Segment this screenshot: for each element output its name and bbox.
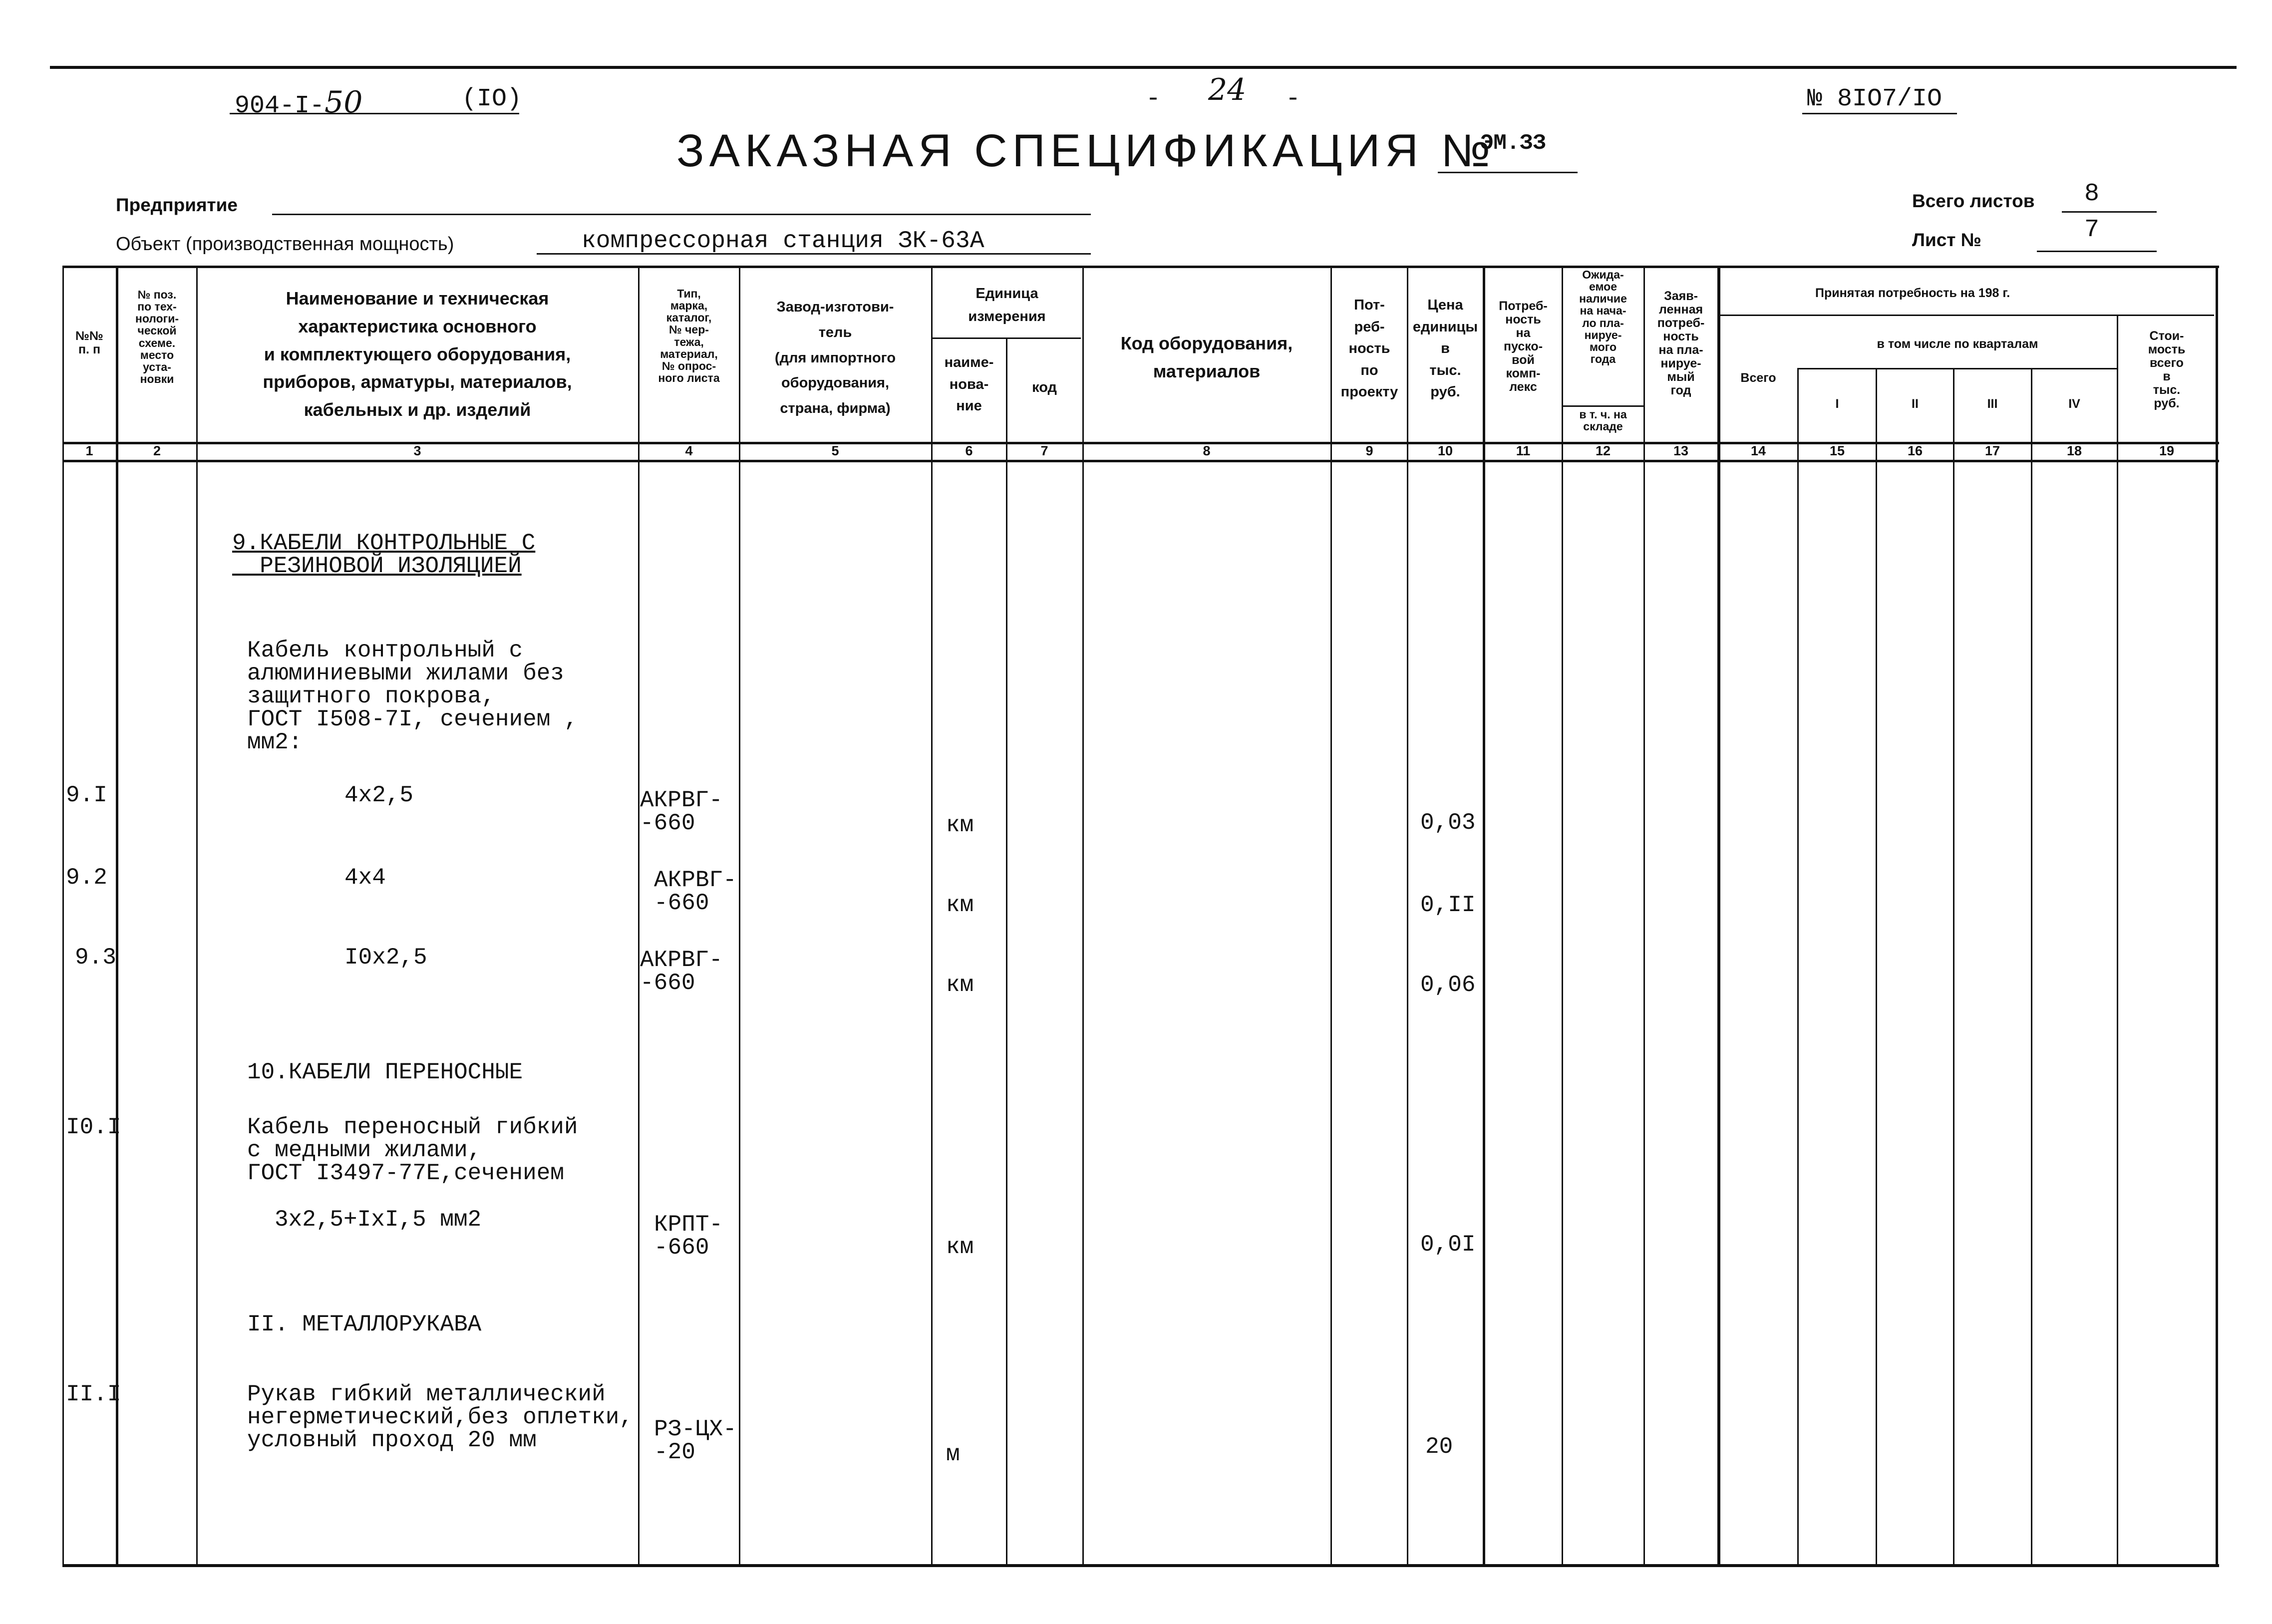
- header-in-warehouse: в т. ч. на складе: [1579, 408, 1627, 433]
- column-number-2: 2: [153, 443, 161, 458]
- enterprise-label: Предприятие: [116, 195, 238, 215]
- column-number-19: 19: [2159, 443, 2175, 458]
- header-underline-left: [230, 113, 519, 114]
- row-10-1-name: Кабель переносный гибкий с медными жилами, ГОСТ I3497-77Е,сечением: [247, 1114, 578, 1186]
- row-10-1-type: КРПТ- -660: [654, 1212, 723, 1261]
- header-unit: Единица измерения: [968, 286, 1046, 325]
- col-line-10: [1483, 266, 1485, 1566]
- col-line-7: [1082, 266, 1084, 1566]
- col-line-1: [116, 266, 118, 1566]
- section-11-title: II. МЕТАЛЛОРУКАВА: [247, 1311, 482, 1337]
- row-9-1-type: АКРВГ- -660: [640, 787, 723, 836]
- row-11-1-type: РЗ-ЦХ- -20: [654, 1416, 737, 1465]
- column-number-3: 3: [413, 443, 421, 458]
- row-9-2-price: 0,II: [1420, 892, 1476, 918]
- header-quarter-1: I: [1835, 397, 1839, 411]
- page-number: 24: [1208, 72, 1247, 107]
- col-line-18: [2117, 315, 2118, 1566]
- column-number-8: 8: [1203, 443, 1211, 458]
- col-line-16: [1953, 368, 1954, 1566]
- sheet-value: 7: [2084, 216, 2100, 244]
- header-equipment-code: Код оборудования, материалов: [1120, 333, 1293, 381]
- col-line-15: [1876, 368, 1877, 1566]
- header-underline-right: [1802, 113, 1957, 114]
- quarters-subheader-line: [1797, 368, 2117, 369]
- sheet-underline: [2037, 251, 2157, 252]
- col-line-6: [1006, 337, 1007, 1566]
- section-9-title: 9.КАБЕЛИ КОНТРОЛЬНЫЕ С РЕЗИНОВОЙ ИЗОЛЯЦИЕЙ: [232, 530, 536, 579]
- header-type: Тип, марка, каталог, № чер- тежа, материал, № опрос- ного листа: [658, 287, 720, 384]
- top-border-line: [50, 66, 2237, 69]
- row-9-1-price: 0,03: [1420, 810, 1476, 836]
- col-line-4: [739, 266, 740, 1566]
- col-line-17: [2031, 368, 2032, 1566]
- col-line-9: [1407, 266, 1408, 1566]
- row-11-1-price: 20: [1425, 1434, 1453, 1460]
- col-line-19: [2216, 266, 2218, 1566]
- header-manufacturer: Завод-изготови- тель (для импортного оборудования, страна, фирма): [774, 299, 896, 416]
- object-value: компрессорная станция ЗК-63А: [582, 228, 984, 255]
- header-row-number: №№ п. п: [75, 329, 103, 356]
- column-number-5: 5: [831, 443, 839, 458]
- stock-subheader-line: [1563, 405, 1643, 407]
- header-description: Наименование и техническая характеристика основного и комплектующего оборудования, приборов, арматуры, материалов, кабельных и др. изделий: [263, 288, 572, 420]
- row-10-1-price: 0,0I: [1420, 1232, 1476, 1258]
- column-number-16: 16: [1907, 443, 1923, 458]
- doc-part: (IO): [462, 85, 522, 113]
- row-9-2-name: 4х4: [344, 865, 386, 891]
- doc-code: 904-I-50: [235, 85, 363, 120]
- row-9-1-number: 9.I: [66, 782, 107, 808]
- column-numbers-bottom-line: [62, 460, 2219, 462]
- col-line-12: [1643, 266, 1645, 1566]
- col-line-5: [931, 266, 933, 1566]
- total-sheets-underline: [2062, 211, 2157, 213]
- object-underline: [537, 253, 1091, 255]
- column-number-15: 15: [1829, 443, 1845, 458]
- column-number-13: 13: [1673, 443, 1689, 458]
- header-declared-demand: Заяв- ленная потреб- ность на пла- нируе- мый год: [1657, 289, 1705, 397]
- enterprise-underline: [272, 214, 1091, 215]
- row-9-1-name: 4х2,5: [344, 782, 414, 808]
- header-total: Всего: [1740, 371, 1776, 385]
- row-11-1-name: Рукав гибкий металлический негерметический,без оплетки, условный проход 20 мм: [247, 1381, 633, 1453]
- total-sheets-value: 8: [2084, 180, 2100, 208]
- table-top-line: [62, 266, 2219, 268]
- header-unit-name: наиме- нова- ние: [944, 354, 994, 414]
- header-startup-demand: Потреб- ность на пуско- вой комп- лекс: [1499, 299, 1548, 394]
- header-unit-code: код: [1032, 379, 1057, 395]
- page-title: ЗАКАЗНАЯ СПЕЦИФИКАЦИЯ №: [676, 125, 1496, 176]
- demand-subheader-line: [1720, 315, 2214, 316]
- row-10-1-section: 3х2,5+IхI,5 мм2: [275, 1207, 482, 1233]
- header-expected-stock: Ожида- емое наличие на нача- ло пла- нируе- мого года: [1579, 268, 1627, 365]
- header-by-quarters: в том числе по кварталам: [1877, 337, 2038, 351]
- header-quarter-4: IV: [2068, 397, 2080, 411]
- col-line-8: [1330, 266, 1332, 1566]
- row-9-3-number: 9.3: [75, 945, 116, 971]
- row-11-1-number: II.I: [66, 1381, 121, 1407]
- column-number-12: 12: [1595, 443, 1611, 458]
- spec-number: ЭМ.ЗЗ: [1480, 131, 1547, 156]
- header-quarter-2: II: [1912, 397, 1919, 411]
- row-9-2-unit: км: [946, 892, 974, 918]
- row-9-3-name: I0х2,5: [344, 945, 427, 971]
- col-line-11: [1562, 266, 1563, 1566]
- row-9-2-type: АКРВГ- -660: [654, 867, 737, 916]
- row-9-3-price: 0,06: [1420, 972, 1476, 998]
- section-9-description: Кабель контрольный с алюминиевыми жилами без защитного покрова, ГОСТ I508-7I, сечением , мм2:: [247, 638, 578, 755]
- header-project-demand: Пот- реб- ность по проекту: [1340, 297, 1398, 400]
- row-10-1-unit: км: [946, 1234, 974, 1260]
- table-bottom-line: [62, 1564, 2219, 1567]
- object-label: Объект (производственная мощность): [116, 234, 454, 255]
- row-9-3-unit: км: [946, 972, 974, 998]
- row-10-1-number: I0.I: [66, 1114, 121, 1140]
- col-line-2: [196, 266, 198, 1566]
- row-9-3-type: АКРВГ- -660: [640, 947, 723, 996]
- column-number-1: 1: [85, 443, 93, 458]
- doc-code-handwritten: 50: [325, 85, 363, 120]
- row-9-1-unit: км: [946, 812, 974, 838]
- column-number-10: 10: [1437, 443, 1453, 458]
- spec-number-underline: [1438, 172, 1578, 173]
- header-position: № поз. по тех- нологи- ческой схеме. место уста- новки: [135, 288, 179, 385]
- header-quarter-3: III: [1987, 397, 1998, 411]
- header-total-cost: Стои- мость всего в тыс. руб.: [2148, 329, 2186, 410]
- column-number-14: 14: [1750, 443, 1766, 458]
- column-number-11: 11: [1516, 443, 1531, 458]
- column-number-18: 18: [2066, 443, 2082, 458]
- column-number-9: 9: [1365, 443, 1373, 458]
- header-unit-price: Цена единицы в тыс. руб.: [1412, 297, 1478, 400]
- col-line-13: [1717, 266, 1720, 1566]
- row-9-2-number: 9.2: [66, 865, 107, 891]
- row-11-1-unit: м: [946, 1441, 960, 1467]
- page-dash-left: -: [1146, 85, 1161, 113]
- column-number-17: 17: [1984, 443, 2000, 458]
- col-line-14: [1797, 368, 1799, 1566]
- section-10-title: 10.КАБЕЛИ ПЕРЕНОСНЫЕ: [247, 1059, 523, 1085]
- column-number-6: 6: [965, 443, 973, 458]
- column-number-4: 4: [685, 443, 693, 458]
- page-dash-right: -: [1286, 85, 1301, 113]
- col-line-3: [638, 266, 640, 1566]
- sheet-label: Лист №: [1912, 230, 1981, 250]
- col-line-0: [62, 266, 64, 1566]
- header-accepted-demand: Принятая потребность на 198 г.: [1815, 286, 2010, 300]
- sheet-reference: № 8IO7/IO: [1807, 85, 1943, 113]
- total-sheets-label: Всего листов: [1912, 191, 2035, 211]
- column-number-7: 7: [1040, 443, 1048, 458]
